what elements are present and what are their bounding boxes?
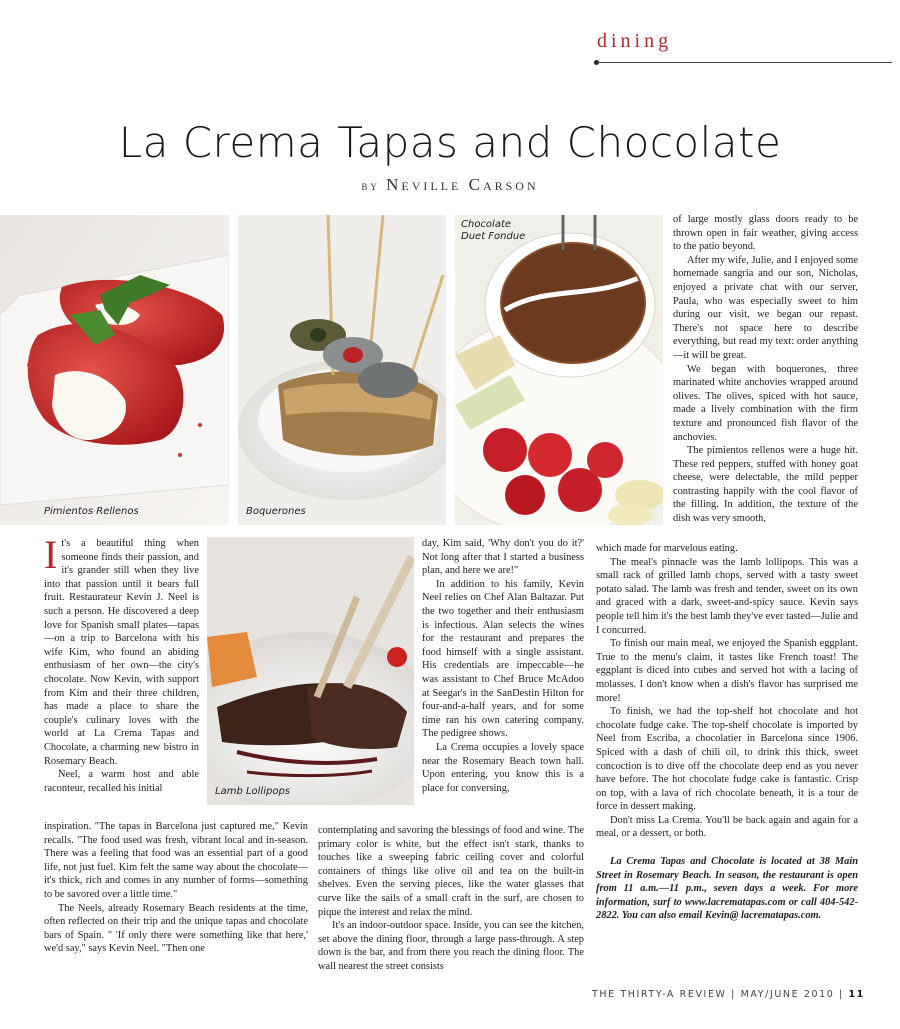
article-para-2b: inspiration. "The tapas in Barcelona just captured me," Kevin recalls. "The food used was fresh, vibrant local and in-season. There was a feeling that food was an essential part of a good life, not just fuel. Kim felt the same way about the chocolate—it's thick, rich and comes in any number of forms—something to be savored over a little time." bbox=[44, 821, 308, 900]
article-para-7: It's an indoor-outdoor space. Inside, you can see the kitchen, set above the dining floor, through a large pass-through. A step down is the bar, and from there you reach the dining floor. The wall nearest the street consists bbox=[318, 920, 584, 972]
article-para-4: day, Kim said, 'Why don't you do it?' Not long after that I started a business plan, and here we are!" bbox=[422, 538, 584, 577]
photo-lamb-lollipops bbox=[207, 537, 414, 805]
restaurant-info: La Crema Tapas and Chocolate is located at 38 Main Street in Rosemary Beach. In season, the restaurant is open from 11 a.m.—11 p.m., seven days a week. For more information, surf to www.lacrematapas.com or call 404-542-2822. You can also email Kevin@ lacrematapas.com. bbox=[596, 856, 858, 922]
article-para-3: The Neels, already Rosemary Beach residents at the time, often reflected on their trip and the unique tapas and chocolate bars of Spain. " 'If only there were something like that here,' we'd say," says Kevin Neel. "Then one bbox=[44, 902, 308, 955]
article-col2-top bbox=[422, 537, 584, 795]
article-para-1 bbox=[44, 532, 199, 768]
article-para-12: The meal's pinnacle was the lamb lollipops. This was a small rack of grilled lamb chops, served with a tasty sweet potato salad. The lamb was fresh and tender, sweet on its own and graced with a dark, sweet-and-spicy sauce. Kevin says people tell him it's the best lamb they've ever tasted—Julie and I concurred. bbox=[596, 556, 858, 636]
article-title: La Crema Tapas and Chocolate bbox=[118, 118, 782, 167]
article-para-2a: Neel, a warm host and able raconteur, recalled his initial bbox=[44, 769, 199, 794]
article-para-15: Don't miss La Crema. You'll be back again and again for a meal, or a dessert, or both. bbox=[596, 814, 858, 840]
byline bbox=[0, 175, 900, 195]
article-col1-top bbox=[44, 532, 199, 795]
page-footer bbox=[592, 989, 865, 1000]
photo-chocolate-fondue bbox=[455, 215, 663, 525]
article-para-10: We began with boquerones, three marinated white anchovies wrapped around olives. The olives, spiced with hot sauce, made a lively combination with the firm texture and pronounced fish flavor of the anchovies. bbox=[673, 363, 858, 443]
section-rule bbox=[597, 62, 892, 63]
article-para-11b: which made for marvelous eating. bbox=[596, 543, 738, 554]
article-para-11a: The pimientos rellenos were a huge hit. These red peppers, stuffed with honey goat cheese, were delectable, the mild pepper contrasting happily with the cool flavor of the filling. In addition, the texture of the dish was very smooth, bbox=[673, 445, 858, 525]
article-para-14: To finish, we had the top-shelf hot chocolate and hot chocolate fudge cake. The top-shelf chocolate is imported by Neel from Escriba, a chocolatier in Barcelona since 1906. Spiced with a dash of chili oil, to drink this thick, sweet concoction is to dive off the chocolate deep end as you never have before. The hot chocolate fudge cake is fantastic. Crisp on top, with a lava of rich chocolate beneath, it is a tour de force in dessert making. bbox=[596, 706, 858, 813]
page-number: 11 bbox=[848, 989, 865, 1000]
caption-fondue-line2: Duet Fondue bbox=[461, 231, 526, 242]
article-col1-bottom bbox=[44, 820, 308, 956]
article-para-6b: contemplating and savoring the blessings of food and wine. The primary color is white, but the effect isn't stark, thanks to touches like a sweeping fabric ceiling cover and colorful containers of things like olive oil and tea on the built-in shelves. Even the serving pieces, like the water glasses that curve like the sails of a small craft in the surf, are chosen to pique the interest and relax the mind. bbox=[318, 825, 584, 918]
article-col3-top bbox=[673, 213, 858, 526]
article-col2-bottom bbox=[318, 824, 584, 974]
article-para-1-text: t's a beautiful thing when someone finds their passion, and it's grander still when they live into that passion until it bears full fruit. Restaurateur Kevin J. Neel is such a person. He discovered a deep love for Spanish small plates—tapas—on a trip to Barcelona with his wife Kim, who found an abiding enthusiasm of her own—the city's chocolate. Now Kevin, with support from Kim and their three children, has made a place to share the couple's culinary loves with the world at La Crema Tapas and Chocolate, a charming new bistro in Rosemary Beach. bbox=[44, 538, 199, 767]
byline-by: by bbox=[361, 178, 380, 193]
caption-fondue bbox=[461, 219, 525, 243]
caption-pimientos: Pimientos Rellenos bbox=[44, 506, 139, 517]
caption-boquerones: Boquerones bbox=[246, 506, 306, 517]
article-para-6a: La Crema occupies a lovely space near the Rosemary Beach town hall. Upon entering, you know this is a place for conversing, bbox=[422, 741, 584, 794]
article-para-9: After my wife, Julie, and I enjoyed some homemade sangria and our son, Nicholas, enjoyed a private chat with our server, Paula, who was especially sweet to him during our visit, we began our repast. There's not space here to describe everything, but read my text: order anything—it will be great. bbox=[673, 254, 858, 361]
article-para-8: of large mostly glass doors ready to be thrown open in fair weather, giving access to the patio beyond. bbox=[673, 214, 858, 253]
article-col3-bottom bbox=[596, 542, 858, 923]
caption-fondue-line1: Chocolate bbox=[461, 219, 512, 230]
section-label: dining bbox=[597, 30, 673, 52]
drop-cap: I bbox=[44, 532, 58, 577]
byline-author: Neville Carson bbox=[386, 175, 539, 194]
footer-publication: THE THIRTY-A REVIEW | MAY/JUNE 2010 | bbox=[592, 989, 844, 1000]
article-para-5: In addition to his family, Kevin Neel relies on Chef Alan Baltazar. Put the two together and their enthusiasm is infectious. Alan selects the wines for the restaurant and prepares the food himself with a single assistant. His credentials are impeccable—he was assistant to Chef Bruce McAdoo at Seegar's in the SanDestin Hilton for four-and-a-half years, and for some time ran his own catering company. The pedigree shows. bbox=[422, 578, 584, 740]
photo-pimientos-rellenos bbox=[0, 215, 229, 525]
photo-boquerones bbox=[238, 215, 446, 525]
article-para-13: To finish our main meal, we enjoyed the Spanish eggplant. True to the menu's claim, it tastes like French toast! The eggplant is diced into cubes and served hot with a lacing of molasses. I don't know when a dish's flavor has surprised me more! bbox=[596, 638, 858, 704]
caption-lamb: Lamb Lollipops bbox=[215, 786, 291, 797]
